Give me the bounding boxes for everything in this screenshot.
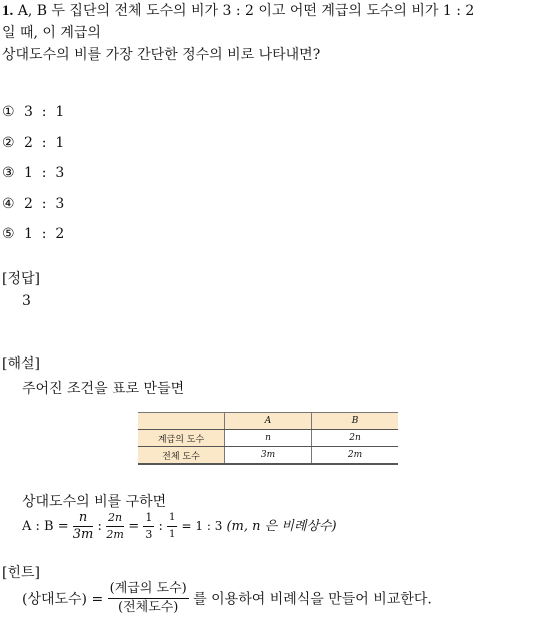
fraction-denominator: 2m [106,528,124,541]
answer-label: [정답] [2,271,40,287]
eq-sep: : [97,519,102,534]
question-text-3: 상대도수의 비를 가장 간단한 정수의 비로 나타내면? [2,47,321,63]
hint-label: [힌트] [2,565,40,581]
hint-lhs: (상대도수) = [22,591,104,608]
option-5[interactable] [2,226,64,242]
solution-step: 상대도수의 비를 구하면 [22,494,167,510]
fraction-denominator: 1 [169,529,176,540]
option-4-marker: ④ [2,196,15,212]
hint-denominator: (전체도수) [118,600,179,615]
table-row-label: 계급의 도수 [138,430,225,447]
fraction-denominator: 3 [145,528,153,541]
option-5-text: 1 : 2 [24,226,65,242]
question-text-1: A, B 두 집단의 전체 도수의 비가 3 : 2 이고 어떤 계급의 도수의 비가 1 : 2 [17,3,475,19]
solution-label: [해설] [2,356,40,372]
option-2[interactable] [2,135,64,151]
hint-numerator: (계급의 도수) [108,580,189,599]
eq-note: (m, n 은 비례상수) [226,519,337,534]
solution-intro: 주어진 조건을 표로 만들면 [22,381,185,397]
eq-rhs: = 1 : 3 [181,519,223,533]
table-header-a: A [225,413,312,430]
table-cell: 3m [225,447,312,465]
option-3-text: 1 : 3 [24,165,65,181]
option-3[interactable] [2,165,64,181]
frequency-table [138,412,398,465]
table-cell: n [225,430,312,447]
table-corner [138,413,225,430]
eq-equals: = [128,519,140,534]
answer-value: 3 [22,293,31,309]
question-text-2: 일 때, 이 계급의 [2,25,101,41]
option-4-text: 2 : 3 [24,196,65,212]
table-cell: 2m [312,447,399,465]
table-header-b: B [312,413,399,430]
hint-fraction [108,580,189,617]
ratio-equation [22,510,337,543]
fraction-numerator: n [73,510,94,527]
question-number: 1. [2,3,14,19]
option-1-text: 3 : 1 [24,104,65,120]
fraction-n-3m [73,510,94,543]
hint-formula [22,580,432,617]
table-row-label: 전체 도수 [138,447,225,465]
option-3-marker: ③ [2,165,15,181]
fraction-denominator: 3m [72,527,94,542]
option-1-marker: ① [2,104,15,120]
option-2-text: 2 : 1 [24,135,65,151]
fraction-numerator: 2n [106,510,124,527]
option-5-marker: ⑤ [2,226,15,242]
option-4[interactable] [2,196,64,212]
table-cell: 2n [312,430,399,447]
eq-lhs: A : B = [22,519,69,534]
option-1[interactable] [2,104,64,120]
question [2,0,532,66]
eq-sep: : [158,519,163,534]
question-line-1 [2,0,532,22]
fraction-1-3 [143,510,154,543]
fraction-2n-2m [106,510,124,543]
fraction-numerator: 1 [143,510,154,527]
fraction-numerator: 1 [167,510,177,527]
hint-text: 를 이용하여 비례식을 만들어 비교한다. [193,591,432,608]
fraction-1-1 [167,510,177,543]
option-2-marker: ② [2,135,15,151]
